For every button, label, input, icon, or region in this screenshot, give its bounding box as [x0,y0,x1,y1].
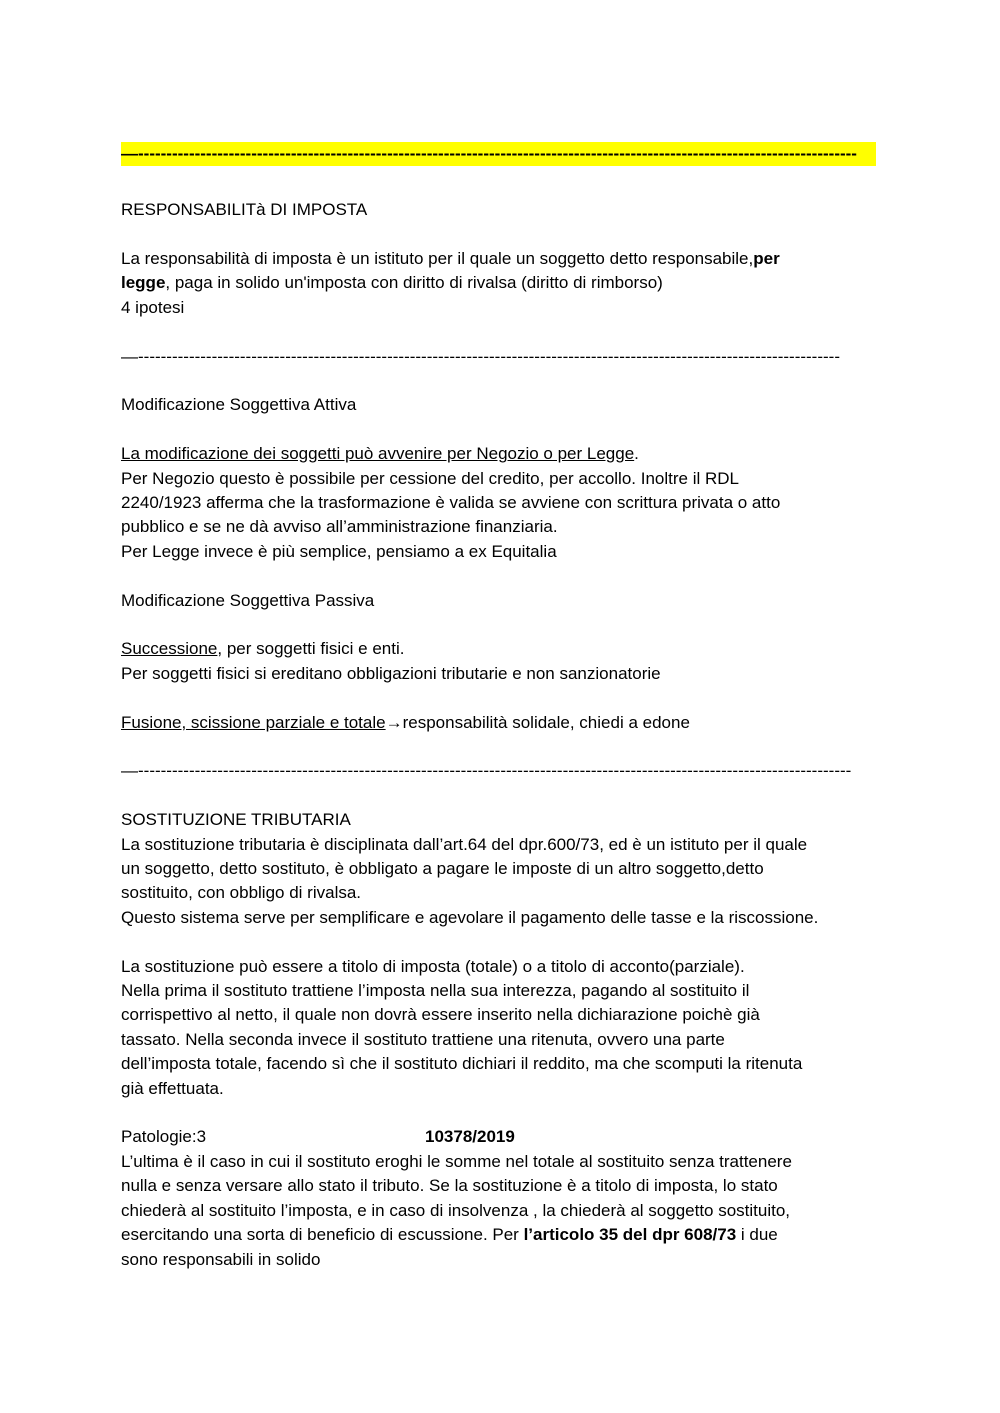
paragraph-line: Nella prima il sostituto trattiene l’imposta nella sua interezza, pagando al sostituito il [121,981,750,1001]
paragraph-line: Successione, per soggetti fisici e enti. [121,639,405,659]
paragraph-line: sostituito, con obbligo di rivalsa. [121,883,362,903]
paragraph-line: chiederà al sostituito l’imposta, e in caso di insolvenza , la chiederà al soggetto sostituito, [121,1200,791,1220]
section-title-modificazione-passiva: Modificazione Soggettiva Passiva [121,590,375,610]
section-title-responsabilita: RESPONSABILITà DI IMPOSTA [121,200,368,220]
document-page [121,142,881,1272]
patologie-line: Patologie:3 10378/2019 [121,1127,515,1147]
paragraph-line: Per Legge invece è più semplice, pensiamo a ex Equitalia [121,541,557,561]
paragraph-line: Fusione, scissione parziale e totale→responsabilità solidale, chiedi a edone [121,712,690,732]
paragraph-line: 4 ipotesi [121,297,185,317]
separator-line: —---------------------------------------------------------------------------------------------------------------------------- [121,346,840,366]
paragraph-line: pubblico e se ne dà avviso all’amministrazione finanziaria. [121,517,558,537]
paragraph-line: Per Negozio questo è possibile per cessione del credito, per accollo. Inoltre il RDL [121,468,739,488]
paragraph-line: legge, paga in solido un'imposta con diritto di rivalsa (diritto di rimborso) [121,273,663,293]
paragraph-line: Questo sistema serve per semplificare e agevolare il pagamento delle tasse e la riscossione. [121,907,819,927]
paragraph-line: sono responsabili in solido [121,1249,321,1269]
paragraph-line: La sostituzione può essere a titolo di imposta (totale) o a titolo di acconto(parziale). [121,956,745,976]
paragraph-line: La sostituzione tributaria è disciplinata dall’art.64 del dpr.600/73, ed è un istituto per il quale [121,834,808,854]
paragraph-line: un soggetto, detto sostituto, è obbligato a pagare le imposte di un altro soggetto,detto [121,859,764,879]
paragraph-line: tassato. Nella seconda invece il sostituto trattiene una ritenuta, ovvero una parte [121,1029,725,1049]
section-title-sostituzione: SOSTITUZIONE TRIBUTARIA [121,810,351,830]
paragraph-line: La modificazione dei soggetti può avvenire per Negozio o per Legge. [121,444,639,464]
paragraph-line: L’ultima è il caso in cui il sostituto eroghi le somme nel totale al sostituito senza trattenere [121,1151,792,1171]
paragraph-line: La responsabilità di imposta è un istituto per il quale un soggetto detto responsabile,per [121,249,780,268]
paragraph-line: nulla e senza versare allo stato il tributo. Se la sostituzione è a titolo di imposta, lo stato [121,1176,778,1196]
paragraph-line: già effettuata. [121,1078,224,1098]
separator-line: —------------------------------------------------------------------------------------------------------------------------------ [121,761,852,781]
separator-highlight: —------------------------------------------------------------------------------------------------------------------------------- [121,142,881,174]
paragraph-line: dell’imposta totale, facendo sì che il sostituto dichiari il reddito, ma che scomputi la ritenuta [121,1054,803,1074]
paragraph-line: esercitando una sorta di beneficio di escussione. Per l’articolo 35 del dpr 608/73 i due [121,1225,778,1245]
paragraph-line: corrispettivo al netto, il quale non dovrà essere inserito nella dichiarazione poichè già [121,1005,760,1025]
paragraph-line: Per soggetti fisici si ereditano obbligazioni tributarie e non sanzionatorie [121,663,661,683]
paragraph-line: 2240/1923 afferma che la trasformazione è valida se avviene con scrittura privata o atto [121,493,781,513]
section-title-modificazione-attiva: Modificazione Soggettiva Attiva [121,395,357,415]
